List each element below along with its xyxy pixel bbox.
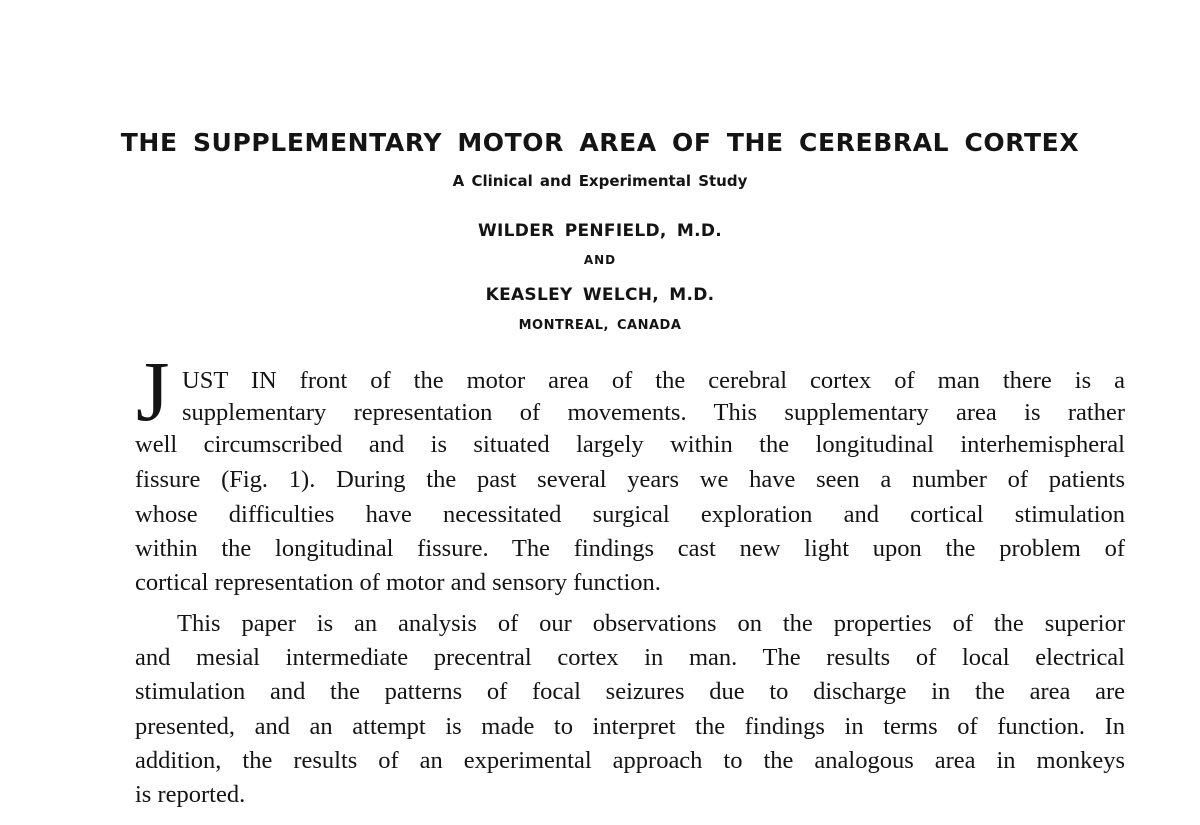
author-affiliation: MONTREAL, CANADA: [518, 318, 682, 333]
paragraph-1-line: cortical representation of motor and sensory function.: [135, 569, 661, 596]
paragraph-1-line: UST IN front of the motor area of the cerebral cortex of man there is a: [182, 367, 1125, 394]
paragraph-1-line: whose difficulties have necessitated surgical exploration and cortical stimulation: [135, 501, 1125, 528]
article-title: THE SUPPLEMENTARY MOTOR AREA OF THE CEREBRAL CORTEX: [120, 128, 1080, 157]
author-name: KEASLEY WELCH, M.D.: [485, 285, 715, 305]
paragraph-2-line: This paper is an analysis of our observations on the properties of the superior: [177, 610, 1125, 637]
paragraph-2-line: addition, the results of an experimental approach to the analogous area in monkeys: [135, 747, 1125, 774]
article-subtitle: A Clinical and Experimental Study: [452, 172, 748, 190]
author-name: WILDER PENFIELD, M.D.: [477, 221, 723, 241]
paragraph-2-line: stimulation and the patterns of focal seizures due to discharge in the area are: [135, 678, 1125, 705]
paragraph-1-line: supplementary representation of movements. This supplementary area is rather: [182, 399, 1125, 426]
paragraph-1-line: fissure (Fig. 1). During the past several years we have seen a number of patients: [135, 466, 1125, 493]
paragraph-2-line: and mesial intermediate precentral cortex in man. The results of local electrical: [135, 644, 1125, 671]
drop-cap: J: [136, 343, 170, 439]
paragraph-2-line: is reported.: [135, 781, 246, 808]
paragraph-1-line: within the longitudinal fissure. The findings cast new light upon the problem of: [135, 535, 1125, 562]
paragraph-2-line: presented, and an attempt is made to interpret the findings in terms of function. In: [135, 713, 1125, 740]
paragraph-1-line: well circumscribed and is situated largely within the longitudinal interhemispheral: [135, 431, 1125, 458]
author-conjunction: AND: [583, 253, 617, 267]
